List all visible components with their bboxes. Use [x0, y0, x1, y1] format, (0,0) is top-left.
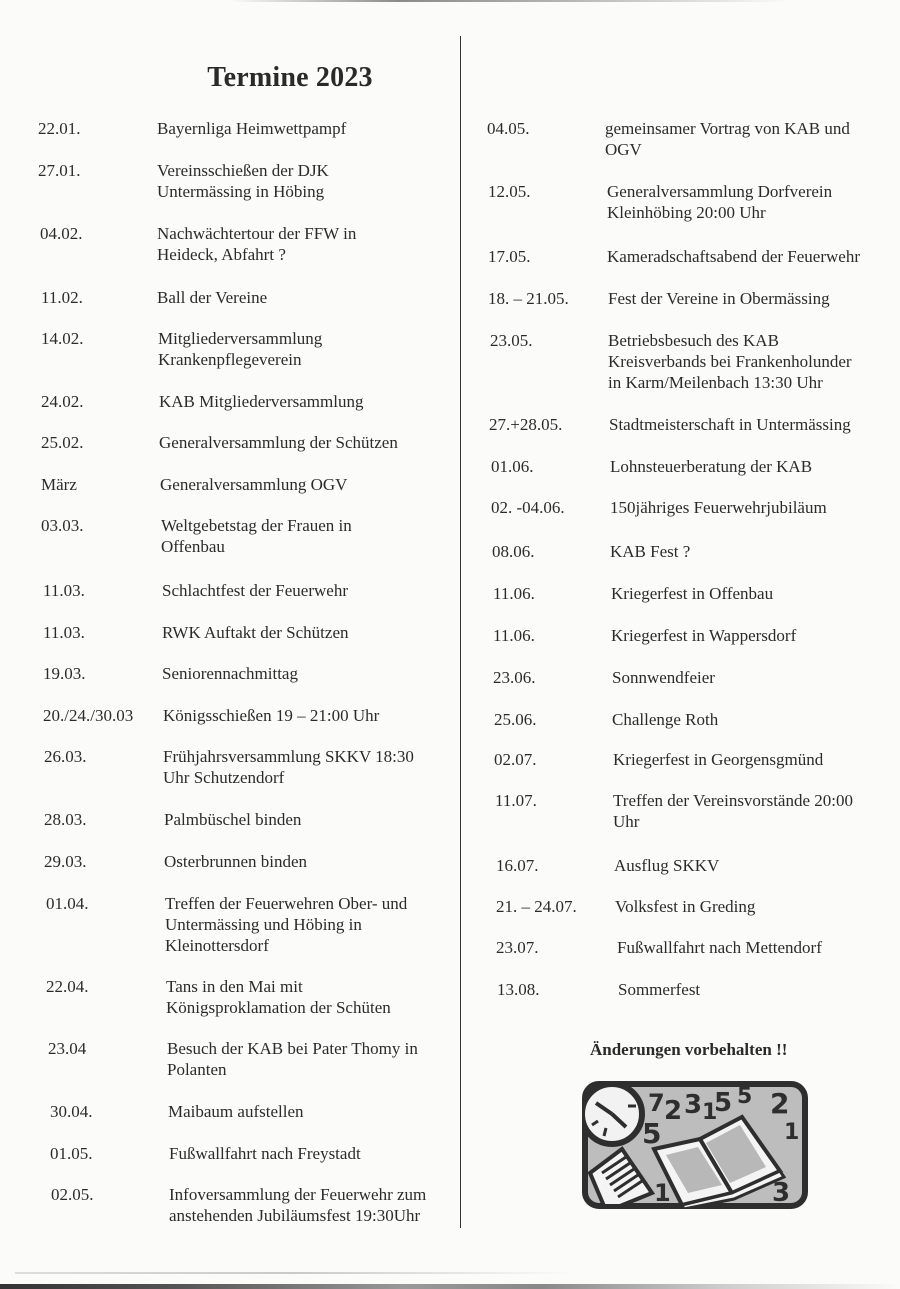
- event-date: 30.04.: [50, 1102, 93, 1121]
- event-description: Volksfest in Greding: [615, 897, 756, 916]
- event-date: 11.06.: [493, 626, 535, 645]
- event-date: 02.05.: [51, 1185, 94, 1204]
- digit-5b: 5: [737, 1084, 753, 1109]
- digit-2: 2: [664, 1096, 683, 1126]
- event-date: 23.07.: [496, 938, 539, 957]
- calendar-clock-book-icon: [582, 1081, 808, 1209]
- event-description: Schlachtfest der Feuerwehr: [162, 581, 348, 600]
- digit-3b: 3: [772, 1178, 791, 1208]
- event-date: 11.07.: [495, 791, 537, 810]
- event-date: 25.06.: [494, 710, 537, 729]
- scan-edge-bottom: [0, 1284, 900, 1289]
- event-description: Generalversammlung der Schützen: [159, 433, 398, 452]
- event-description: Sonnwendfeier: [612, 668, 715, 687]
- digit-1b: 1: [784, 1120, 800, 1145]
- scan-artifact-line: [15, 1272, 575, 1274]
- event-description: Challenge Roth: [612, 710, 719, 729]
- event-description: gemeinsamer Vortrag von KAB und OGV: [605, 119, 850, 159]
- event-date: 11.06.: [493, 584, 535, 603]
- digit-5: 5: [714, 1088, 733, 1118]
- column-divider: [460, 36, 461, 1228]
- event-description: Königsschießen 19 – 21:00 Uhr: [163, 706, 380, 725]
- event-description: RWK Auftakt der Schützen: [162, 623, 349, 642]
- event-date: 25.02.: [41, 433, 84, 452]
- event-date: 20./24./30.03: [43, 706, 134, 725]
- event-description: Kriegerfest in Georgensgmünd: [613, 750, 824, 769]
- event-description: Fußwallfahrt nach Freystadt: [169, 1144, 361, 1163]
- event-date: 27.01.: [38, 161, 81, 180]
- event-description: Nachwächtertour der FFW in Heideck, Abfahrt ?: [157, 224, 357, 264]
- event-description: KAB Mitgliederversammlung: [159, 392, 364, 411]
- event-description: Generalversammlung Dorfverein Kleinhöbing 20:00 Uhr: [607, 182, 833, 222]
- digit-3: 3: [684, 1090, 703, 1120]
- clock-icon: [582, 1084, 642, 1144]
- event-date: 08.06.: [492, 542, 535, 561]
- digit-5c: 5: [642, 1117, 662, 1150]
- event-description: 150jähriges Feuerwehrjubiläum: [610, 498, 827, 517]
- changes-reserved-note: Änderungen vorbehalten !!: [590, 1040, 788, 1059]
- event-description: Osterbrunnen binden: [164, 852, 308, 871]
- event-date: 26.03.: [44, 747, 87, 766]
- event-description: Palmbüschel binden: [164, 810, 302, 829]
- event-description: Stadtmeisterschaft in Untermässing: [609, 415, 851, 434]
- event-date: 02. -04.06.: [491, 498, 565, 517]
- event-date: 21. – 24.07.: [496, 897, 577, 916]
- event-date: März: [41, 475, 77, 494]
- event-date: 23.06.: [493, 668, 536, 687]
- event-description: Sommerfest: [618, 980, 701, 999]
- event-date: 03.03.: [41, 516, 84, 535]
- event-date: 18. – 21.05.: [488, 289, 569, 308]
- event-description: Treffen der Vereinsvorstände 20:00 Uhr: [613, 791, 854, 831]
- event-description: Vereinsschießen der DJK Untermässing in Höbing: [157, 161, 329, 201]
- event-description: Besuch der KAB bei Pater Thomy in Polanten: [167, 1039, 418, 1079]
- event-description: Seniorennachmittag: [162, 664, 298, 683]
- event-date: 04.05.: [487, 119, 530, 138]
- digit-1: 1: [702, 1100, 718, 1125]
- event-date: 29.03.: [44, 852, 87, 871]
- event-description: KAB Fest ?: [610, 542, 691, 561]
- event-date: 19.03.: [43, 664, 86, 683]
- event-description: Ausflug SKKV: [614, 856, 720, 875]
- event-date: 14.02.: [41, 329, 84, 348]
- event-date: 04.02.: [40, 224, 83, 243]
- event-description: Ball der Vereine: [157, 288, 268, 307]
- event-date: 01.06.: [491, 457, 534, 476]
- event-description: Fußwallfahrt nach Mettendorf: [617, 938, 822, 957]
- event-description: Betriebsbesuch des KAB Kreisverbands bei Frankenholunder in Karm/Meilenbach 13:30 Uhr: [608, 331, 852, 392]
- event-description: Infoversammlung der Feuerwehr zum anstehenden Jubiläumsfest 19:30Uhr: [169, 1185, 427, 1225]
- event-description: Kameradschaftsabend der Feuerwehr: [607, 247, 860, 266]
- event-description: Lohnsteuerberatung der KAB: [610, 457, 813, 476]
- page-title: Termine 2023: [207, 62, 373, 93]
- event-description: Generalversammlung OGV: [160, 475, 348, 494]
- scan-edge-top: [230, 0, 790, 2]
- digit-7: 7: [648, 1089, 665, 1117]
- event-description: Bayernliga Heimwettpampf: [157, 119, 347, 138]
- event-date: 01.05.: [50, 1144, 93, 1163]
- event-date: 11.03.: [43, 581, 85, 600]
- event-description: Kriegerfest in Offenbau: [611, 584, 774, 603]
- event-description: Tans in den Mai mit Königsproklamation der Schüten: [166, 977, 391, 1017]
- event-date: 12.05.: [488, 182, 531, 201]
- event-description: Maibaum aufstellen: [168, 1102, 304, 1121]
- event-description: Treffen der Feuerwehren Ober- und Untermässing und Höbing in Kleinottersdorf: [165, 894, 408, 955]
- event-date: 11.02.: [41, 288, 83, 307]
- event-date: 17.05.: [488, 247, 531, 266]
- event-description: Frühjahrsversammlung SKKV 18:30 Uhr Schutzendorf: [163, 747, 414, 787]
- event-date: 24.02.: [41, 392, 84, 411]
- event-description: Weltgebetstag der Frauen in Offenbau: [161, 516, 352, 556]
- event-description: Mitgliederversammlung Krankenpflegeverein: [158, 329, 323, 369]
- event-date: 13.08.: [497, 980, 540, 999]
- event-date: 23.04: [48, 1039, 87, 1058]
- event-date: 28.03.: [44, 810, 87, 829]
- event-date: 22.01.: [38, 119, 81, 138]
- event-date: 23.05.: [490, 331, 533, 350]
- digit-2b: 2: [770, 1087, 790, 1120]
- event-date: 01.04.: [46, 894, 89, 913]
- event-date: 27.+28.05.: [489, 415, 563, 434]
- digit-1c: 1: [654, 1179, 671, 1207]
- event-date: 02.07.: [494, 750, 537, 769]
- event-date: 16.07.: [496, 856, 539, 875]
- event-date: 11.03.: [43, 623, 85, 642]
- event-description: Kriegerfest in Wappersdorf: [611, 626, 797, 645]
- event-description: Fest der Vereine in Obermässing: [608, 289, 830, 308]
- event-date: 22.04.: [46, 977, 89, 996]
